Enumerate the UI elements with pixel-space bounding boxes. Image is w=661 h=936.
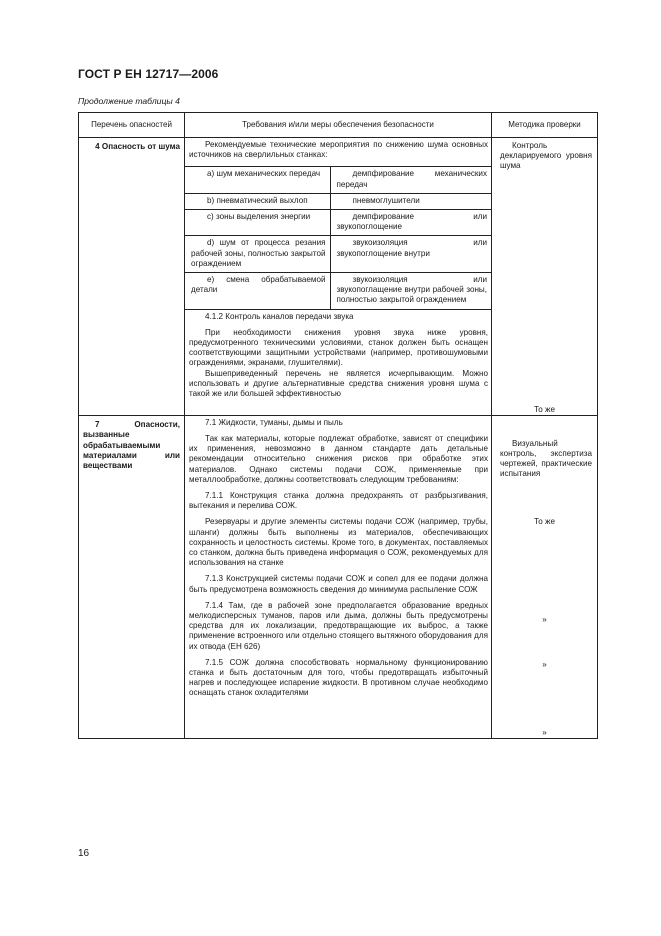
method-same-as-above: То же: [534, 404, 555, 414]
column-header-method: Методика проверки: [492, 113, 598, 138]
noise-source: d) шум от процесса резания рабочей зоны, полностью закрытой ограждением: [185, 236, 330, 273]
section-4-1-2-paragraph-2: Вышеприведенный перечень не является исчерпывающим. Можно использовать и другие альтернативные средства снижения уровня шума с такой же или большей эффективностью: [189, 368, 488, 399]
document-title: ГОСТ Р ЕН 12717—2006: [78, 67, 219, 81]
method-cell-noise: [492, 138, 598, 416]
noise-measure: звукоизоляция или звукопоглащение внутри рабочей зоны, полностью закрытой ограждением: [330, 273, 491, 310]
method-noise-declared: Контроль декларируемого уровня шума: [500, 141, 592, 171]
noise-row: [185, 167, 491, 193]
section-7-1-1: 7.1.1 Конструкция станка должна предохранять от разбрызгивания, вытекания и перелива СОЖ.: [189, 491, 488, 511]
method-ditto-7-1-3: »: [542, 614, 547, 624]
noise-row: [185, 193, 491, 209]
noise-measure: пневмоглушители: [330, 193, 491, 209]
section-7-1-paragraph: Так как материалы, которые подлежат обработке, зависят от специфики их применения, невозможно в данном стандарте дать детальные рекомендации относительно снижения рисков при обработке этих материалов. Однако системы подачи СОЖ, применяемые при металлообработке, должны соответствовать следующим требованиям:: [189, 434, 488, 484]
method-cell-materials: [492, 415, 598, 739]
noise-row: [185, 236, 491, 273]
column-header-hazards: Перечень опасностей: [79, 113, 185, 138]
page-number: 16: [78, 848, 90, 859]
noise-row: [185, 210, 491, 236]
section-7-1-5: 7.1.5 СОЖ должна способствовать нормальному функционированию станка и быть достаточным для того, чтобы предотвращать избыточный нагрев и последующее испарение жидкости. В противном случае необходимо оснащать станок охладителями: [189, 657, 488, 698]
method-visual-control: Визуальный контроль, экспертиза чертежей, практические испытания: [500, 438, 592, 479]
noise-source: е) смена обрабатываемой детали: [185, 273, 330, 310]
section-4-1-2-title: 4.1.2 Контроль каналов передачи звука: [205, 311, 354, 321]
noise-measure: демпфирование механических передач: [330, 167, 491, 193]
section-7-1-4: 7.1.4 Там, где в рабочей зоне предполагается образование вредных мелкодисперсных туманов, паров или дыма, должны быть предусмотрены средства для их локализации, предотвращающие их выброс, а также применение встроенного или отдельно стоящего вытяжного оборудования для их отвода (ЕН 626): [189, 600, 488, 651]
section-7-1-title: 7.1 Жидкости, туманы, дымы и пыль: [205, 417, 343, 427]
method-ditto-7-1-4: »: [542, 660, 547, 670]
noise-sources-table: [185, 166, 491, 309]
noise-measure: звукоизоляция или звукопоглощение внутри: [330, 236, 491, 273]
noise-source: b) пневматический выхлоп: [185, 193, 330, 209]
requirements-table: [78, 112, 598, 739]
noise-row: [185, 273, 491, 310]
table-caption: Продолжение таблицы 4: [78, 96, 180, 106]
noise-measure: демпфирование или звукопоглощение: [330, 210, 491, 236]
requirements-cell-materials: [185, 415, 492, 739]
table-row-noise: [79, 138, 598, 416]
table-header-row: [79, 113, 598, 138]
column-header-requirements: Требования и/или меры обеспечения безопасности: [185, 113, 492, 138]
method-ditto-7-1-5: »: [542, 728, 547, 738]
section-7-1-3: 7.1.3 Конструкцией системы подачи СОЖ и сопел для ее подачи должна быть предусмотрена возможность сведения до минимума распыление СОЖ: [189, 574, 488, 594]
section-7-1-2: Резервуары и другие элементы системы подачи СОЖ (например, трубы, шланги) должны быть выполнены из материалов, обеспечивающих сохранность и целостность системы. Кроме того, в документах, поставляемых со станком, должна быть приведена информация о СОЖ, рекомендуемых для использования на станке: [189, 517, 488, 568]
hazard-materials: 7 Опасности, вызванные обрабатываемыми материалами или веществами: [83, 419, 180, 471]
hazard-noise: 4 Опасность от шума: [95, 142, 180, 151]
hazard-cell-materials: [79, 415, 185, 739]
requirements-cell-noise: [185, 138, 492, 416]
noise-intro-text: Рекомендуемые технические мероприятия по снижению шума основных источников на сверлильных станках:: [189, 140, 488, 160]
noise-source: а) шум механических передач: [185, 167, 330, 193]
noise-source: с) зоны выделения энергии: [185, 210, 330, 236]
table-row-materials: [79, 415, 598, 739]
section-4-1-2-paragraph-1: При необходимости снижения уровня звука ниже уровня, предусмотренного техническими условиями, станок должен быть оснащен соответствующими защитными устройствами (например, противошумовыми ограждениями, экранами, глушителями).: [189, 327, 488, 368]
hazard-cell-noise: [79, 138, 185, 416]
method-same-7-1-2: То же: [534, 516, 555, 526]
